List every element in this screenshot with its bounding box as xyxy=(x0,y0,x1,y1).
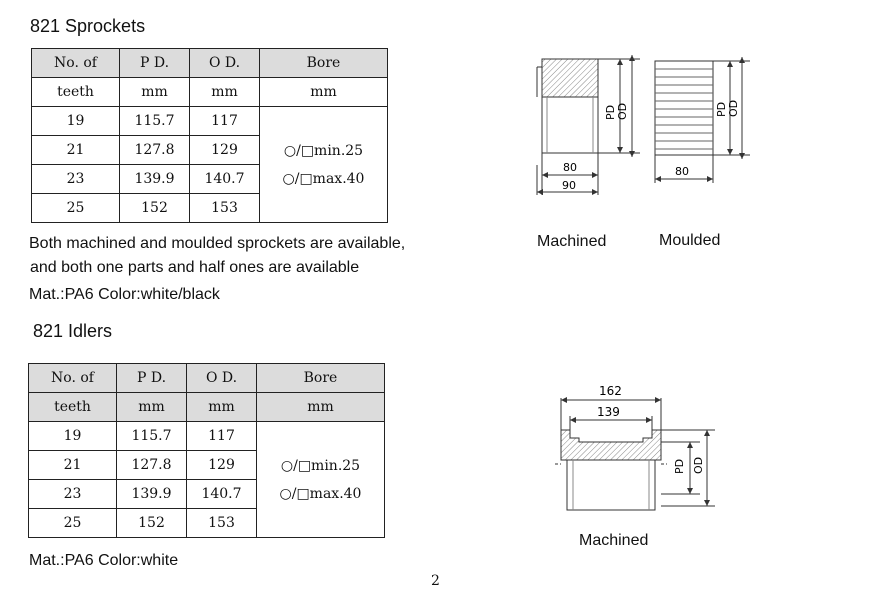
cell-od: 153 xyxy=(187,509,257,538)
unit-bore: mm xyxy=(257,393,385,422)
machined-dim-inner: 80 xyxy=(563,161,577,174)
table-row xyxy=(29,422,385,451)
unit-teeth: teeth xyxy=(32,78,120,107)
unit-teeth: teeth xyxy=(29,393,117,422)
unit-pd: mm xyxy=(120,78,190,107)
idler-pd-label: PD xyxy=(673,458,686,474)
cell-pd: 115.7 xyxy=(117,422,187,451)
header-bore: Bore xyxy=(260,49,388,78)
bore-min: ○/□min.25 xyxy=(283,142,364,159)
cell-bore xyxy=(257,422,385,538)
unit-bore: mm xyxy=(260,78,388,107)
unit-od: mm xyxy=(187,393,257,422)
cell-teeth: 23 xyxy=(29,480,117,509)
cell-pd: 139.9 xyxy=(117,480,187,509)
sprockets-title: 821 Sprockets xyxy=(30,16,146,36)
cell-pd: 115.7 xyxy=(120,107,190,136)
unit-od: mm xyxy=(190,78,260,107)
header-od: O D. xyxy=(190,49,260,78)
idler-dim-outer: 162 xyxy=(599,384,622,398)
caption-moulded: Moulded xyxy=(659,232,721,249)
bore-min: ○/□min.25 xyxy=(280,457,361,474)
sprockets-note-line2: and both one parts and half ones are available xyxy=(30,259,360,276)
machined-pd-label: PD xyxy=(604,104,617,120)
cell-teeth: 25 xyxy=(29,509,117,538)
cell-bore xyxy=(260,107,388,223)
bore-max: ○/□max.40 xyxy=(279,485,362,502)
idlers-spec-table xyxy=(28,363,385,538)
page-number: 2 xyxy=(431,573,440,589)
idlers-material: Mat.:PA6 Color:white xyxy=(29,552,179,569)
cell-pd: 139.9 xyxy=(120,165,190,194)
unit-pd: mm xyxy=(117,393,187,422)
cell-od: 140.7 xyxy=(187,480,257,509)
idler-dim-inner: 139 xyxy=(597,405,620,419)
caption-machined: Machined xyxy=(537,233,607,250)
idlers-title: 821 Idlers xyxy=(33,321,113,341)
cell-teeth: 21 xyxy=(32,136,120,165)
cell-teeth: 25 xyxy=(32,194,120,223)
machined-dim-outer: 90 xyxy=(562,179,576,192)
cell-od: 117 xyxy=(190,107,260,136)
cell-teeth: 23 xyxy=(32,165,120,194)
moulded-sprocket-drawing xyxy=(645,55,760,185)
caption-idler-machined: Machined xyxy=(579,532,649,549)
bore-max: ○/□max.40 xyxy=(282,170,365,187)
moulded-od-label: OD xyxy=(727,99,740,117)
cell-pd: 127.8 xyxy=(120,136,190,165)
header-teeth: No. of xyxy=(29,364,117,393)
cell-pd: 152 xyxy=(120,194,190,223)
cell-pd: 152 xyxy=(117,509,187,538)
table-unit-row xyxy=(29,393,385,422)
cell-teeth: 19 xyxy=(29,422,117,451)
sprockets-note-line1: Both machined and moulded sprockets are available, xyxy=(29,235,406,252)
cell-teeth: 21 xyxy=(29,451,117,480)
sprockets-spec-table xyxy=(31,48,388,223)
cell-od: 117 xyxy=(187,422,257,451)
moulded-dim: 80 xyxy=(675,165,689,178)
header-teeth: No. of xyxy=(32,49,120,78)
sprockets-material: Mat.:PA6 Color:white/black xyxy=(29,286,220,303)
idler-od-label: OD xyxy=(692,456,705,474)
header-pd: P D. xyxy=(120,49,190,78)
idler-drawing xyxy=(545,378,720,513)
header-pd: P D. xyxy=(117,364,187,393)
moulded-pd-label: PD xyxy=(715,101,728,117)
header-od: O D. xyxy=(187,364,257,393)
table-header-row xyxy=(32,49,388,78)
table-unit-row xyxy=(32,78,388,107)
cell-od: 140.7 xyxy=(190,165,260,194)
machined-sprocket-drawing xyxy=(525,45,650,205)
cell-pd: 127.8 xyxy=(117,451,187,480)
machined-od-label: OD xyxy=(616,102,629,120)
cell-od: 153 xyxy=(190,194,260,223)
cell-od: 129 xyxy=(187,451,257,480)
cell-od: 129 xyxy=(190,136,260,165)
header-bore: Bore xyxy=(257,364,385,393)
table-header-row xyxy=(29,364,385,393)
table-row xyxy=(32,107,388,136)
cell-teeth: 19 xyxy=(32,107,120,136)
